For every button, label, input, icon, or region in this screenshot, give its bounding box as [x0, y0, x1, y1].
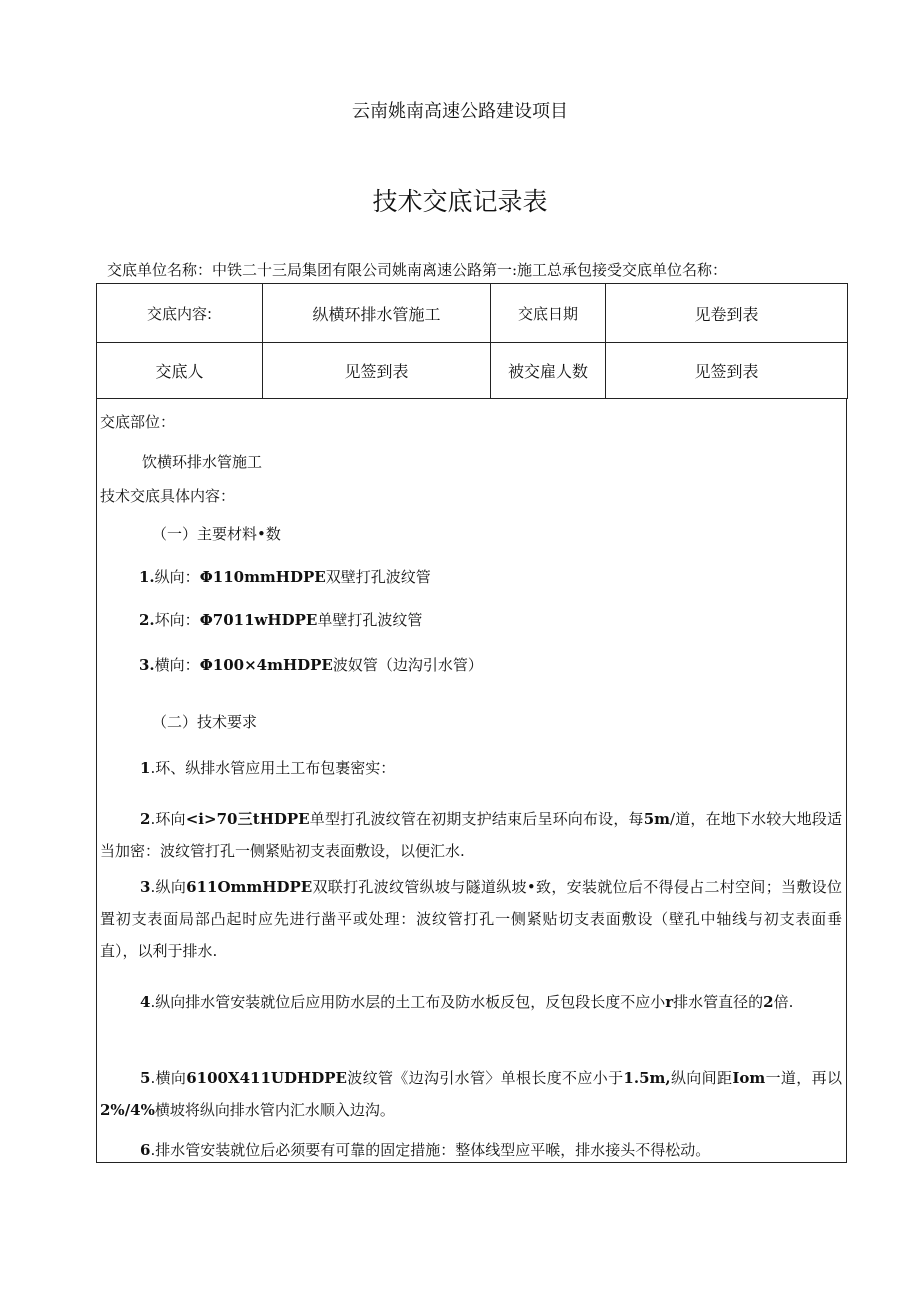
requirement-text: .环向 — [150, 810, 186, 828]
location-value: 饮横环排水管施工 — [142, 453, 263, 471]
requirement-text: .纵向 — [150, 878, 187, 896]
table-row — [97, 343, 848, 399]
material-prefix: 纵向： — [154, 568, 200, 586]
requirement-item — [100, 1062, 842, 1126]
requirement-item — [100, 871, 842, 967]
location-label: 交底部位： — [100, 413, 176, 431]
requirement-text: /道，在地下水较大地段适当加密：波纹管打孔一侧紧贴初支表面敷设，以便汇水. — [100, 810, 842, 860]
requirement-text: 双联打孔波纹管纵坡与隧道纵坡•致，安装就位后不得侵占二村空间；当敷设位置初支表面局部凸起时应先进行凿平或处理：波纹管打孔一侧紧贴切支表面敷设（壁孔中轴线与初支表面垂直），以利于排水. — [100, 878, 842, 960]
header-table — [96, 283, 848, 399]
requirement-item — [140, 757, 395, 778]
requirement-spec: 2%/4% — [100, 1101, 155, 1119]
material-item — [139, 609, 422, 630]
material-num: 1. — [139, 568, 155, 586]
project-name: 云南姚南高速公路建设项目 — [352, 101, 568, 122]
unit-line: 交底单位名称：中铁二十三局集团有限公司姚南离速公路第一:施工总承包接受交底单位名称： — [107, 261, 728, 279]
requirement-text: .纵向排水管安装就位后应用防水层的土工布及防水板反包，反包段长度不应小 — [150, 993, 666, 1011]
material-prefix: 坏向： — [154, 611, 200, 629]
requirement-text: .环、纵排水管应用土工布包裹密实： — [150, 759, 396, 777]
requirement-spec: 1.5m, — [623, 1069, 671, 1087]
form-title: 技术交底记录表 — [372, 187, 548, 216]
requirement-num: 6 — [140, 1141, 151, 1159]
material-num: 3. — [139, 656, 155, 674]
material-desc: 单壁打孔波纹管 — [317, 611, 423, 629]
material-spec: Φ7011wHDPE — [199, 611, 318, 629]
date-label: 交底日期 — [491, 284, 606, 343]
requirement-spec: 6100X411UDHDPE — [186, 1069, 347, 1087]
requirement-text: 纵向间距 — [670, 1069, 733, 1087]
requirement-spec: 5m — [643, 810, 670, 828]
material-item — [139, 566, 431, 587]
requirement-text: .排水管安装就位后必须要有可靠的固定措施：整体线型应平喉，排水接头不得松动。 — [150, 1141, 711, 1159]
requirement-text: 排水管直径的 — [673, 993, 764, 1011]
requirement-text: .横向 — [150, 1069, 187, 1087]
content-label: 交底内容: — [97, 284, 263, 343]
presenter-label: 交底人 — [97, 343, 263, 399]
requirement-num: 2 — [140, 810, 151, 828]
content-body — [96, 398, 847, 1163]
material-spec: Φ110mmHDPE — [199, 568, 326, 586]
section-requirements-heading: （二）技术要求 — [152, 713, 258, 731]
material-spec: Φ100×4mHDPE — [199, 656, 333, 674]
material-desc: 双壁打孔波纹管 — [325, 568, 431, 586]
requirement-text: 单型打孔波纹管在初期支护结束后呈环向布设，每 — [309, 810, 644, 828]
section-materials-heading: （一）主要材料•数 — [152, 525, 281, 543]
requirement-item — [100, 1134, 842, 1166]
requirement-spec: 611OmmHDPE — [186, 878, 313, 896]
material-prefix: 横向： — [154, 656, 200, 674]
attendee-count-label: 被交雇人数 — [491, 343, 606, 399]
requirement-text: 波纹管《边沟引水管〉单根长度不应小于 — [346, 1069, 624, 1087]
material-desc: 波奴管（边沟引水管） — [332, 656, 483, 674]
requirement-num: 1 — [140, 759, 151, 777]
content-detail-label: 技术交底具体内容： — [100, 487, 236, 505]
requirement-spec: r — [665, 993, 674, 1011]
requirement-num: 3 — [140, 878, 151, 896]
presenter-value: 见签到表 — [263, 343, 491, 399]
requirement-spec: <i>70三tHDPE — [185, 810, 310, 828]
requirement-num: 4 — [140, 993, 151, 1011]
requirement-item — [100, 803, 842, 867]
material-item — [139, 654, 483, 675]
requirement-text: 倍. — [773, 993, 794, 1011]
content-value: 纵横环排水管施工 — [263, 284, 491, 343]
requirement-item — [100, 986, 842, 1018]
requirement-spec: 2 — [763, 993, 774, 1011]
requirement-num: 5 — [140, 1069, 151, 1087]
material-num: 2. — [139, 611, 155, 629]
requirement-text: 横坡将纵向排水管内汇水顺入边沟。 — [154, 1101, 395, 1119]
date-value: 见卷到表 — [606, 284, 848, 343]
requirement-spec: Iom — [732, 1069, 766, 1087]
requirement-text: 一道，再以 — [765, 1069, 842, 1087]
attendee-count-value: 见签到表 — [606, 343, 848, 399]
table-row — [97, 284, 848, 343]
